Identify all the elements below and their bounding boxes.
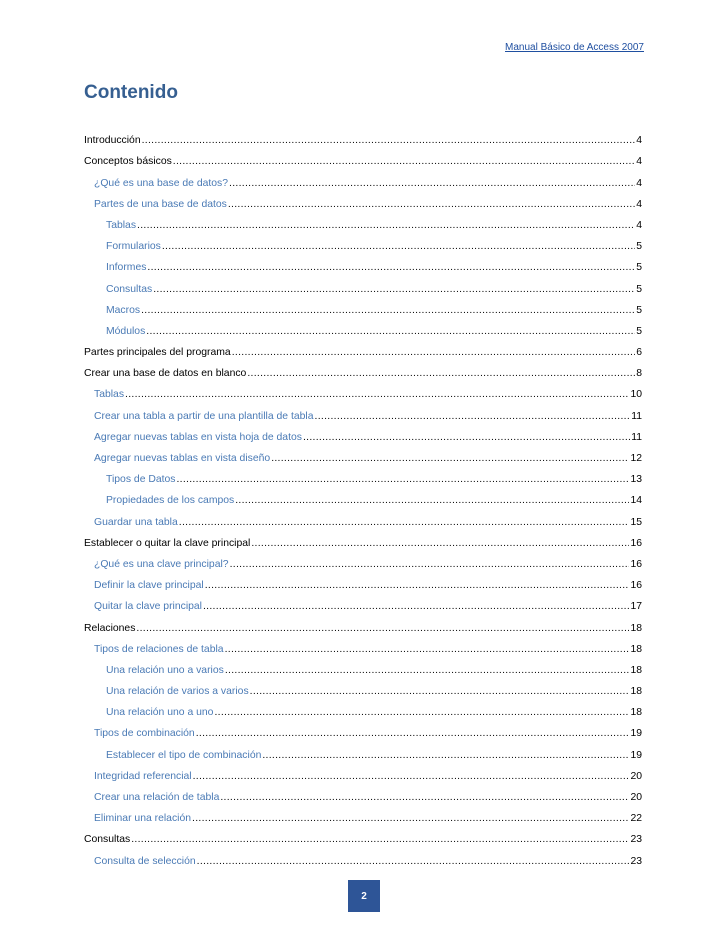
document-header-title[interactable]: Manual Básico de Access 2007 [505,42,644,53]
toc-entry-label: Establecer o quitar la clave principal [84,537,251,549]
toc-leader-dots [193,771,630,783]
toc-leader-dots [192,813,629,825]
toc-leader-dots [141,305,635,317]
toc-leader-dots [225,644,630,656]
toc-entry-page: 19 [630,749,642,761]
table-of-contents [84,126,642,868]
toc-entry-page: 5 [636,304,642,316]
toc-entry-page: 18 [630,622,642,634]
toc-entry[interactable] [84,147,642,168]
toc-entry-page: 4 [636,198,642,210]
toc-leader-dots [251,538,629,550]
toc-entry-page: 12 [630,453,642,464]
toc-entry-label: Consulta de selección [94,855,196,867]
toc-leader-dots [250,686,630,698]
toc-leader-dots [214,707,629,719]
toc-entry[interactable] [84,656,642,677]
toc-entry[interactable] [84,613,642,634]
toc-entry-label: ¿Qué es una clave principal? [94,558,229,570]
toc-entry[interactable] [84,380,642,401]
toc-entry-page: 20 [630,770,642,782]
toc-entry-page: 23 [630,834,642,846]
toc-entry-page: 18 [630,664,642,676]
toc-entry-page: 5 [636,262,642,274]
toc-entry-page: 19 [630,728,642,740]
toc-leader-dots [315,411,631,423]
toc-entry-label: Tablas [94,389,125,401]
toc-leader-dots [179,517,630,529]
toc-entry[interactable] [84,190,642,211]
toc-entry-label: Tipos de Datos [106,474,176,486]
toc-leader-dots [197,856,630,868]
toc-entry-page: 22 [630,813,642,825]
toc-entry-label: Conceptos básicos [84,156,172,168]
toc-entry-label: Tablas [106,219,137,231]
toc-leader-dots [147,262,635,274]
toc-entry-label: Crear una relación de tabla [94,792,220,803]
toc-leader-dots [262,750,629,762]
toc-entry[interactable] [84,444,642,465]
toc-entry-page: 15 [630,516,642,528]
toc-entry-page: 16 [630,537,642,549]
toc-entry-label: Quitar la clave principal [94,601,202,613]
toc-entry-page: 4 [636,135,642,147]
toc-leader-dots [146,326,635,338]
toc-leader-dots [303,432,630,444]
toc-entry-label: Macros [106,304,141,316]
toc-entry[interactable] [84,550,642,571]
toc-entry[interactable] [84,592,642,613]
toc-entry-label: Guardar una tabla [94,516,178,528]
toc-leader-dots [173,156,635,168]
contents-heading: Contenido [84,82,178,103]
toc-entry-page: 18 [630,643,642,655]
toc-entry-page: 18 [630,686,642,698]
toc-leader-dots [205,580,630,592]
toc-entry-label: Consultas [106,283,153,295]
toc-entry[interactable] [84,126,642,147]
toc-entry-page: 8 [636,368,642,380]
toc-entry-page: 4 [636,156,642,168]
toc-entry[interactable] [84,507,642,528]
toc-entry-page: 16 [630,558,642,570]
toc-entry-page: 5 [636,325,642,337]
toc-entry-label: Una relación de varios a varios [106,686,249,698]
toc-entry-label: Una relación uno a uno [106,707,214,719]
toc-entry-page: 14 [630,495,642,507]
toc-entry[interactable] [84,762,642,783]
toc-entry[interactable] [84,486,642,507]
toc-entry-page: 11 [631,410,642,422]
toc-entry[interactable] [84,677,642,698]
toc-entry-label: Eliminar una relación [94,813,192,825]
toc-entry-page: 6 [636,347,642,359]
toc-entry-page: 5 [636,283,642,295]
toc-leader-dots [125,389,629,401]
toc-entry-label: Formularios [106,241,161,253]
toc-leader-dots [220,792,629,804]
toc-entry[interactable] [84,338,642,359]
toc-leader-dots [177,474,630,486]
toc-entry-label: Propiedades de los campos [106,495,235,507]
toc-entry-label: Integridad referencial [94,770,192,782]
toc-entry-page: 18 [630,707,642,719]
toc-entry-label: Informes [106,262,147,274]
toc-entry-label: Tipos de relaciones de tabla [94,643,224,655]
toc-entry-label: Partes de una base de datos [94,198,227,210]
toc-leader-dots [230,559,630,571]
toc-entry[interactable] [84,783,642,804]
toc-entry-page: 13 [630,474,642,486]
toc-entry[interactable] [84,825,642,846]
toc-entry[interactable] [84,571,642,592]
toc-entry[interactable] [84,846,642,867]
toc-entry[interactable] [84,211,642,232]
toc-entry[interactable] [84,740,642,761]
toc-leader-dots [131,834,629,846]
toc-leader-dots [271,453,629,465]
toc-entry-label: ¿Qué es una base de datos? [94,177,229,189]
toc-entry[interactable] [84,804,642,825]
toc-entry[interactable] [84,232,642,253]
toc-entry-label: Crear una base de datos en blanco [84,368,247,380]
toc-entry[interactable] [84,296,642,317]
toc-entry-label: Definir la clave principal [94,580,204,592]
toc-entry-label: Agregar nuevas tablas en vista hoja de datos [94,431,302,443]
toc-entry-page: 4 [636,219,642,231]
toc-entry-page: 11 [631,431,642,443]
toc-entry-page: 10 [630,389,642,401]
toc-leader-dots [136,623,629,635]
toc-entry-page: 16 [630,580,642,592]
toc-entry[interactable] [84,253,642,274]
toc-entry[interactable] [84,529,642,550]
toc-entry-label: Establecer el tipo de combinación [106,749,262,761]
toc-entry-label: Una relación uno a varios [106,664,224,676]
toc-entry-page: 4 [636,177,642,189]
toc-entry[interactable] [84,274,642,295]
toc-entry[interactable] [84,465,642,486]
toc-entry[interactable] [84,423,642,444]
toc-entry-page: 23 [630,855,642,867]
toc-entry[interactable] [84,317,642,338]
toc-entry[interactable] [84,401,642,422]
toc-entry[interactable] [84,359,642,380]
toc-leader-dots [232,347,636,359]
toc-entry-page: 20 [630,792,642,803]
toc-leader-dots [228,199,635,211]
toc-leader-dots [142,135,636,147]
toc-leader-dots [196,728,630,740]
toc-leader-dots [235,495,629,507]
toc-entry-label: Crear una tabla a partir de una plantilla de tabla [94,410,314,422]
toc-entry-label: Módulos [106,325,146,337]
toc-entry-label: Partes principales del programa [84,347,231,359]
toc-entry-label: Tipos de combinación [94,728,195,740]
toc-entry-label: Relaciones [84,622,136,634]
page-number-badge: 2 [348,880,380,912]
toc-entry[interactable] [84,719,642,740]
toc-entry[interactable] [84,635,642,656]
toc-leader-dots [162,241,635,253]
toc-entry-label: Introducción [84,135,141,147]
toc-entry[interactable] [84,168,642,189]
toc-leader-dots [229,178,635,190]
toc-leader-dots [137,220,635,232]
toc-leader-dots [247,368,635,380]
toc-entry-label: Consultas [84,834,131,846]
toc-entry[interactable] [84,698,642,719]
toc-entry-page: 17 [630,601,642,613]
toc-entry-label: Agregar nuevas tablas en vista diseño [94,453,271,464]
toc-leader-dots [153,284,635,296]
toc-leader-dots [203,601,629,613]
toc-entry-page: 5 [636,241,642,253]
toc-leader-dots [225,665,630,677]
